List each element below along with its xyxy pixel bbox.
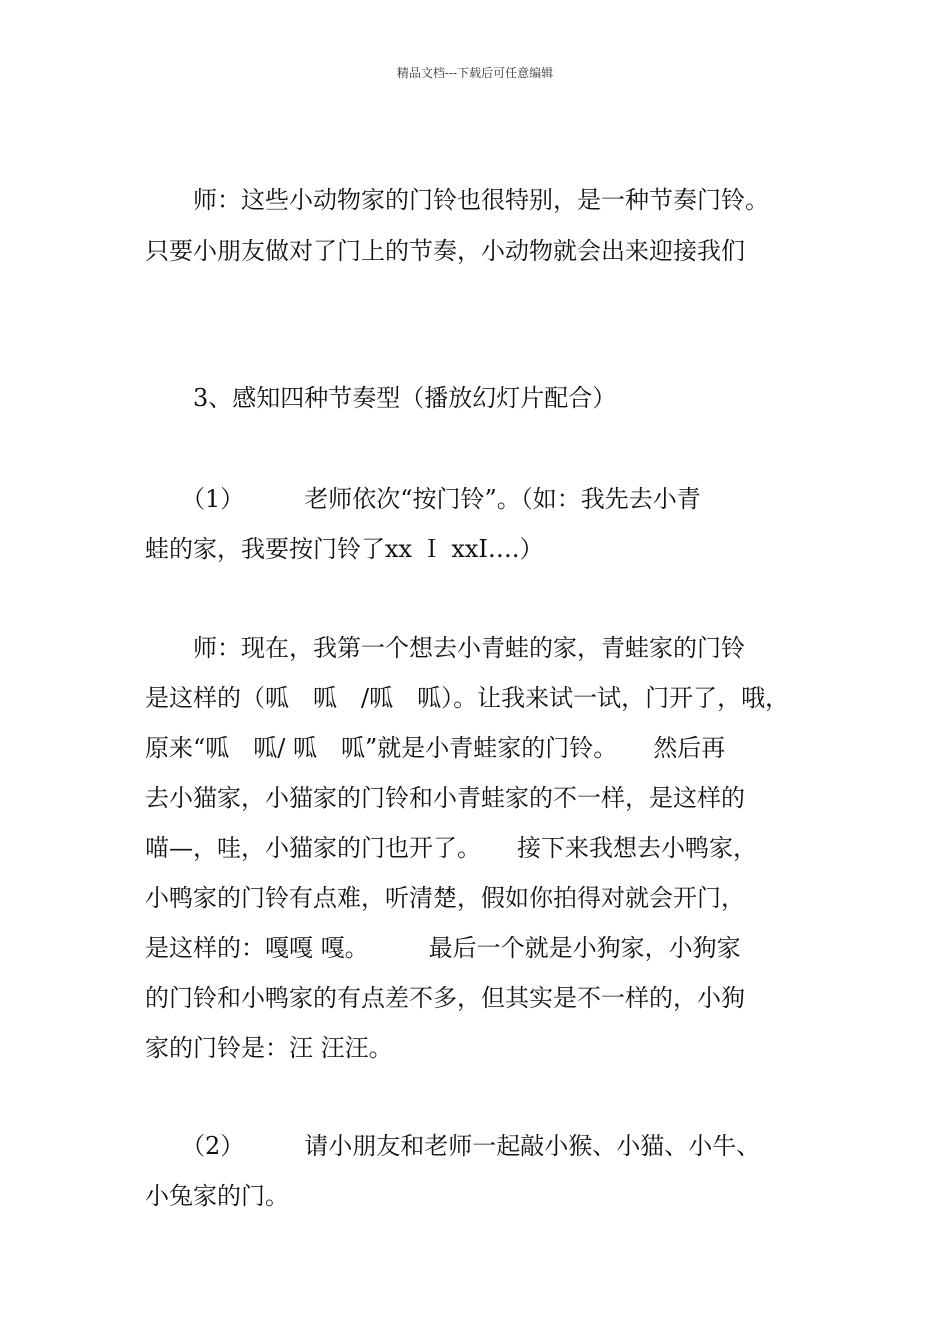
text-line: 蛙的家，我要按门铃了xx Ｉ xxI….）	[145, 535, 544, 563]
text-line: 原来“呱 呱/ 呱 呱”就是小青蛙家的门铃。 然后再	[145, 734, 726, 762]
text-line: 是这样的：嘎嘎 嘎。 最后一个就是小狗家，小狗家	[145, 934, 741, 962]
text-line: 家的门铃是：汪 汪汪。	[145, 1034, 393, 1062]
text-line: 去小猫家，小猫家的门铃和小青蛙家的不一样，是这样的	[145, 784, 745, 812]
text-line: 喵—，哇，小猫家的门也开了。 接下来我想去小鸭家，	[145, 834, 757, 862]
text-line: 师：这些小动物家的门铃也很特别，是一种节奏门铃。	[145, 186, 769, 214]
text-line: （2） 请小朋友和老师一起敲小猴、小猫、小牛、	[145, 1132, 761, 1160]
text-line: 只要小朋友做对了门上的节奏，小动物就会出来迎接我们	[145, 237, 745, 265]
text-line: 小鸭家的门铃有点难，听清楚，假如你拍得对就会开门，	[145, 884, 745, 912]
text-line: 师：现在，我第一个想去小青蛙的家，青蛙家的门铃	[145, 634, 745, 662]
text-line: （1） 老师依次“按门铃”。（如：我先去小青	[145, 485, 701, 513]
text-line: 是这样的（呱 呱 /呱 呱）。让我来试一试，门开了，哦，	[145, 684, 790, 712]
text-line: 小兔家的门。	[145, 1182, 289, 1210]
section-heading: 3、感知四种节奏型（播放幻灯片配合）	[145, 384, 617, 412]
text-line: 的门铃和小鸭家的有点差不多，但其实是不一样的，小狗	[145, 984, 745, 1012]
page-header: 精品文档---下载后可任意编辑	[396, 66, 554, 80]
